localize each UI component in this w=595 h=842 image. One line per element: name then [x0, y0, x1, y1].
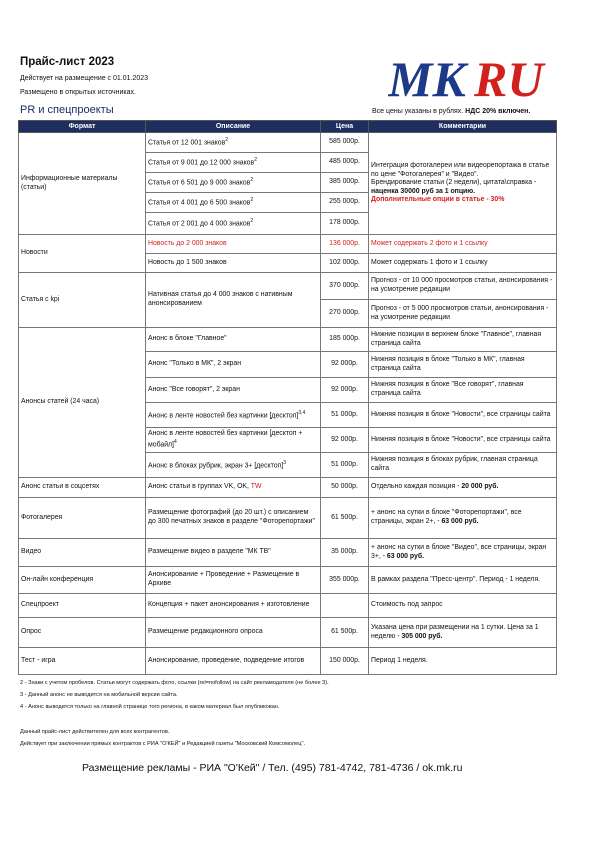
prices-note: Все цены указаны в рублях. НДС 20% включен.: [372, 108, 531, 115]
desc-cell: Статья от 9 001 до 12 000 знаков$^2$: [146, 153, 321, 173]
format-cell: Опрос: [19, 618, 146, 648]
comment-cell: + анонс на сутки в блоке "Фоторепортажи", все страницы, экран 2+, - 63 000 руб.: [369, 498, 557, 539]
footnote-4: 4 - Анонс выводится только на главной странице того региона, в каком материал был опубликован.: [20, 704, 280, 710]
desc-cell: Новость до 1 500 знаков: [146, 254, 321, 273]
desc-cell: Анонс в блоке "Главное": [146, 328, 321, 352]
comment-cell: Нижние позиции в верхнем блоке "Главное", главная страница сайта: [369, 328, 557, 352]
price-cell: 92 000р.: [321, 352, 369, 378]
price-cell: 150 000р.: [321, 648, 369, 675]
desc-cell: Анонсирование + Проведение + Размещение в Архиве: [146, 567, 321, 594]
validity-note: Данный прайс-лист действителен для всех контрагентов.: [20, 729, 170, 735]
desc-cell: Анонс в ленте новостей без картинки [десктоп]$^{3,4}$: [146, 403, 321, 428]
format-cell: Анонс статьи в соцсетях: [19, 478, 146, 498]
price-cell: 61 500р.: [321, 618, 369, 648]
table-row: [19, 478, 557, 498]
desc-cell: Анонс статьи в группах VK, OK, TW: [146, 478, 321, 498]
table-row: [19, 328, 557, 352]
price-cell: 370 000р.: [321, 273, 369, 300]
col-comments: Комментарии: [369, 121, 557, 133]
desc-cell: Анонс в блоках рубрик, экран 3+ [десктоп]$^3$: [146, 453, 321, 478]
comment-cell: + анонс на сутки в блоке "Видео", все страницы, экран 3+, - 63 000 руб.: [369, 539, 557, 567]
comment-cell: Нижняя позиция в блоке "Новости", все страницы сайта: [369, 428, 557, 453]
desc-cell: Статья от 6 501 до 9 000 знаков$^2$: [146, 173, 321, 193]
price-cell: 485 000р.: [321, 153, 369, 173]
price-cell: 35 000р.: [321, 539, 369, 567]
footnote-3: 3 - Данный анонс не выводится на мобильной версии сайта.: [20, 692, 178, 698]
table-row: [19, 618, 557, 648]
comment-cell: Нижняя позиция в блоке "Новости", все страницы сайта: [369, 403, 557, 428]
price-cell: [321, 594, 369, 618]
price-cell: 51 000р.: [321, 403, 369, 428]
desc-cell: Новость до 2 000 знаков: [146, 235, 321, 254]
comment-cell: Прогноз - от 5 000 просмотров статьи, анонсирования - на усмотрение редакции: [369, 300, 557, 328]
desc-cell: Анонс в ленте новостей без картинки [десктоп + мобайл]$^4$: [146, 428, 321, 453]
public-note: Размещено в открытых источниках.: [20, 89, 136, 96]
desc-cell: Размещение видео в разделе "МК ТВ": [146, 539, 321, 567]
format-cell: Спецпроект: [19, 594, 146, 618]
format-cell: Фотогалерея: [19, 498, 146, 539]
table-row: [19, 133, 557, 153]
desc-cell: Анонсирование, проведение, подведение итогов: [146, 648, 321, 675]
logo-ru: RU: [474, 52, 544, 102]
table-row: [19, 273, 557, 300]
table-row: [19, 648, 557, 675]
price-cell: 50 000р.: [321, 478, 369, 498]
desc-cell: Концепция + пакет анонсирования + изготовление: [146, 594, 321, 618]
contracts-note: Действует при заключении прямых контрактов с РИА "О'КЕЙ" и Редакцией газеты "Московский Комсомолец".: [20, 741, 306, 747]
format-cell: Он-лайн конференция: [19, 567, 146, 594]
desc-cell: Статья от 2 001 до 4 000 знаков$^2$: [146, 213, 321, 235]
mk-ru-logo: [388, 52, 550, 102]
page-title: Прайс-лист 2023: [20, 56, 115, 68]
desc-cell: Анонс "Только в МК", 2 экран: [146, 352, 321, 378]
price-cell: 51 000р.: [321, 453, 369, 478]
price-table: [18, 120, 557, 675]
price-cell: 92 000р.: [321, 428, 369, 453]
comment-cell: Интеграция фотогалереи или видеорепортажа в статье по цене "Фотогалерея" и "Видео". Брендирование статьи (2 недели), цитата\справка - наценка 30000 руб за 1 опцию. Дополнительные опции в статье - 30%: [369, 133, 557, 235]
price-cell: 178 000р.: [321, 213, 369, 235]
price-cell: 92 000р.: [321, 378, 369, 403]
comment-cell: Отдельно каждая позиция - 20 000 руб.: [369, 478, 557, 498]
desc-cell: Анонс "Все говорят", 2 экран: [146, 378, 321, 403]
desc-cell: Статья от 4 001 до 6 500 знаков$^2$: [146, 193, 321, 213]
comment-cell: Прогноз - от 10 000 просмотров статьи, анонсирования - на усмотрение редакции: [369, 273, 557, 300]
comment-cell: Период 1 неделя.: [369, 648, 557, 675]
price-cell: 185 000р.: [321, 328, 369, 352]
format-cell: Новости: [19, 235, 146, 273]
desc-cell: Нативная статья до 4 000 знаков с нативным анонсированием: [146, 273, 321, 328]
table-header: [19, 121, 557, 133]
price-cell: 136 000р.: [321, 235, 369, 254]
price-cell: 61 500р.: [321, 498, 369, 539]
table-row: [19, 539, 557, 567]
desc-cell: Размещение редакционного опроса: [146, 618, 321, 648]
col-price: Цена: [321, 121, 369, 133]
price-cell: 385 000р.: [321, 173, 369, 193]
logo-mk: MK: [388, 52, 466, 102]
format-cell: Анонсы статей (24 часа): [19, 328, 146, 478]
comment-cell: Нижняя позиция в блоке "Только в МК", главная страница сайта: [369, 352, 557, 378]
desc-cell: Размещение фотографий (до 20 шт.) с описанием до 300 печатных знаков в разделе "Фоторепортажи": [146, 498, 321, 539]
comment-cell: Нижняя позиция в блоках рубрик, главная страница сайта: [369, 453, 557, 478]
table-row: [19, 567, 557, 594]
footnote-2: 2 - Знаки с учетом пробелов. Статьи могут содержать фото, ссылки (rel=nofollow) на сайт рекламодателя (не более 3).: [20, 680, 329, 686]
price-cell: 102 000р.: [321, 254, 369, 273]
price-cell: 355 000р.: [321, 567, 369, 594]
footer-contacts: Размещение рекламы - РИА "О'Кей" / Тел. (495) 781-4742, 781-4736 / ok.mk.ru: [82, 762, 463, 774]
format-cell: Информационные материалы (статьи): [19, 133, 146, 235]
price-cell: 270 000р.: [321, 300, 369, 328]
comment-cell: Стоимость под запрос: [369, 594, 557, 618]
format-cell: Статья с kpi: [19, 273, 146, 328]
col-description: Описание: [146, 121, 321, 133]
valid-from: Действует на размещение с 01.01.2023: [20, 75, 149, 82]
desc-cell: Статья от 12 001 знаков$^2$: [146, 133, 321, 153]
comment-cell: Может содержать 1 фото и 1 ссылку: [369, 254, 557, 273]
table-row: [19, 235, 557, 254]
table-row: [19, 594, 557, 618]
format-cell: Видео: [19, 539, 146, 567]
comment-cell: Нижняя позиция в блоке "Все говорят", главная страница сайта: [369, 378, 557, 403]
comment-cell: В рамках раздела "Пресс-центр". Период - 1 неделя.: [369, 567, 557, 594]
col-format: Формат: [19, 121, 146, 133]
comment-cell: Указана цена при размещении на 1 сутки. Цена за 1 неделю - 305 000 руб.: [369, 618, 557, 648]
price-cell: 585 000р.: [321, 133, 369, 153]
price-cell: 255 000р.: [321, 193, 369, 213]
format-cell: Тест - игра: [19, 648, 146, 675]
comment-cell: Может содержать 2 фото и 1 ссылку: [369, 235, 557, 254]
section-title: PR и спецпроекты: [20, 104, 114, 116]
table-row: [19, 498, 557, 539]
